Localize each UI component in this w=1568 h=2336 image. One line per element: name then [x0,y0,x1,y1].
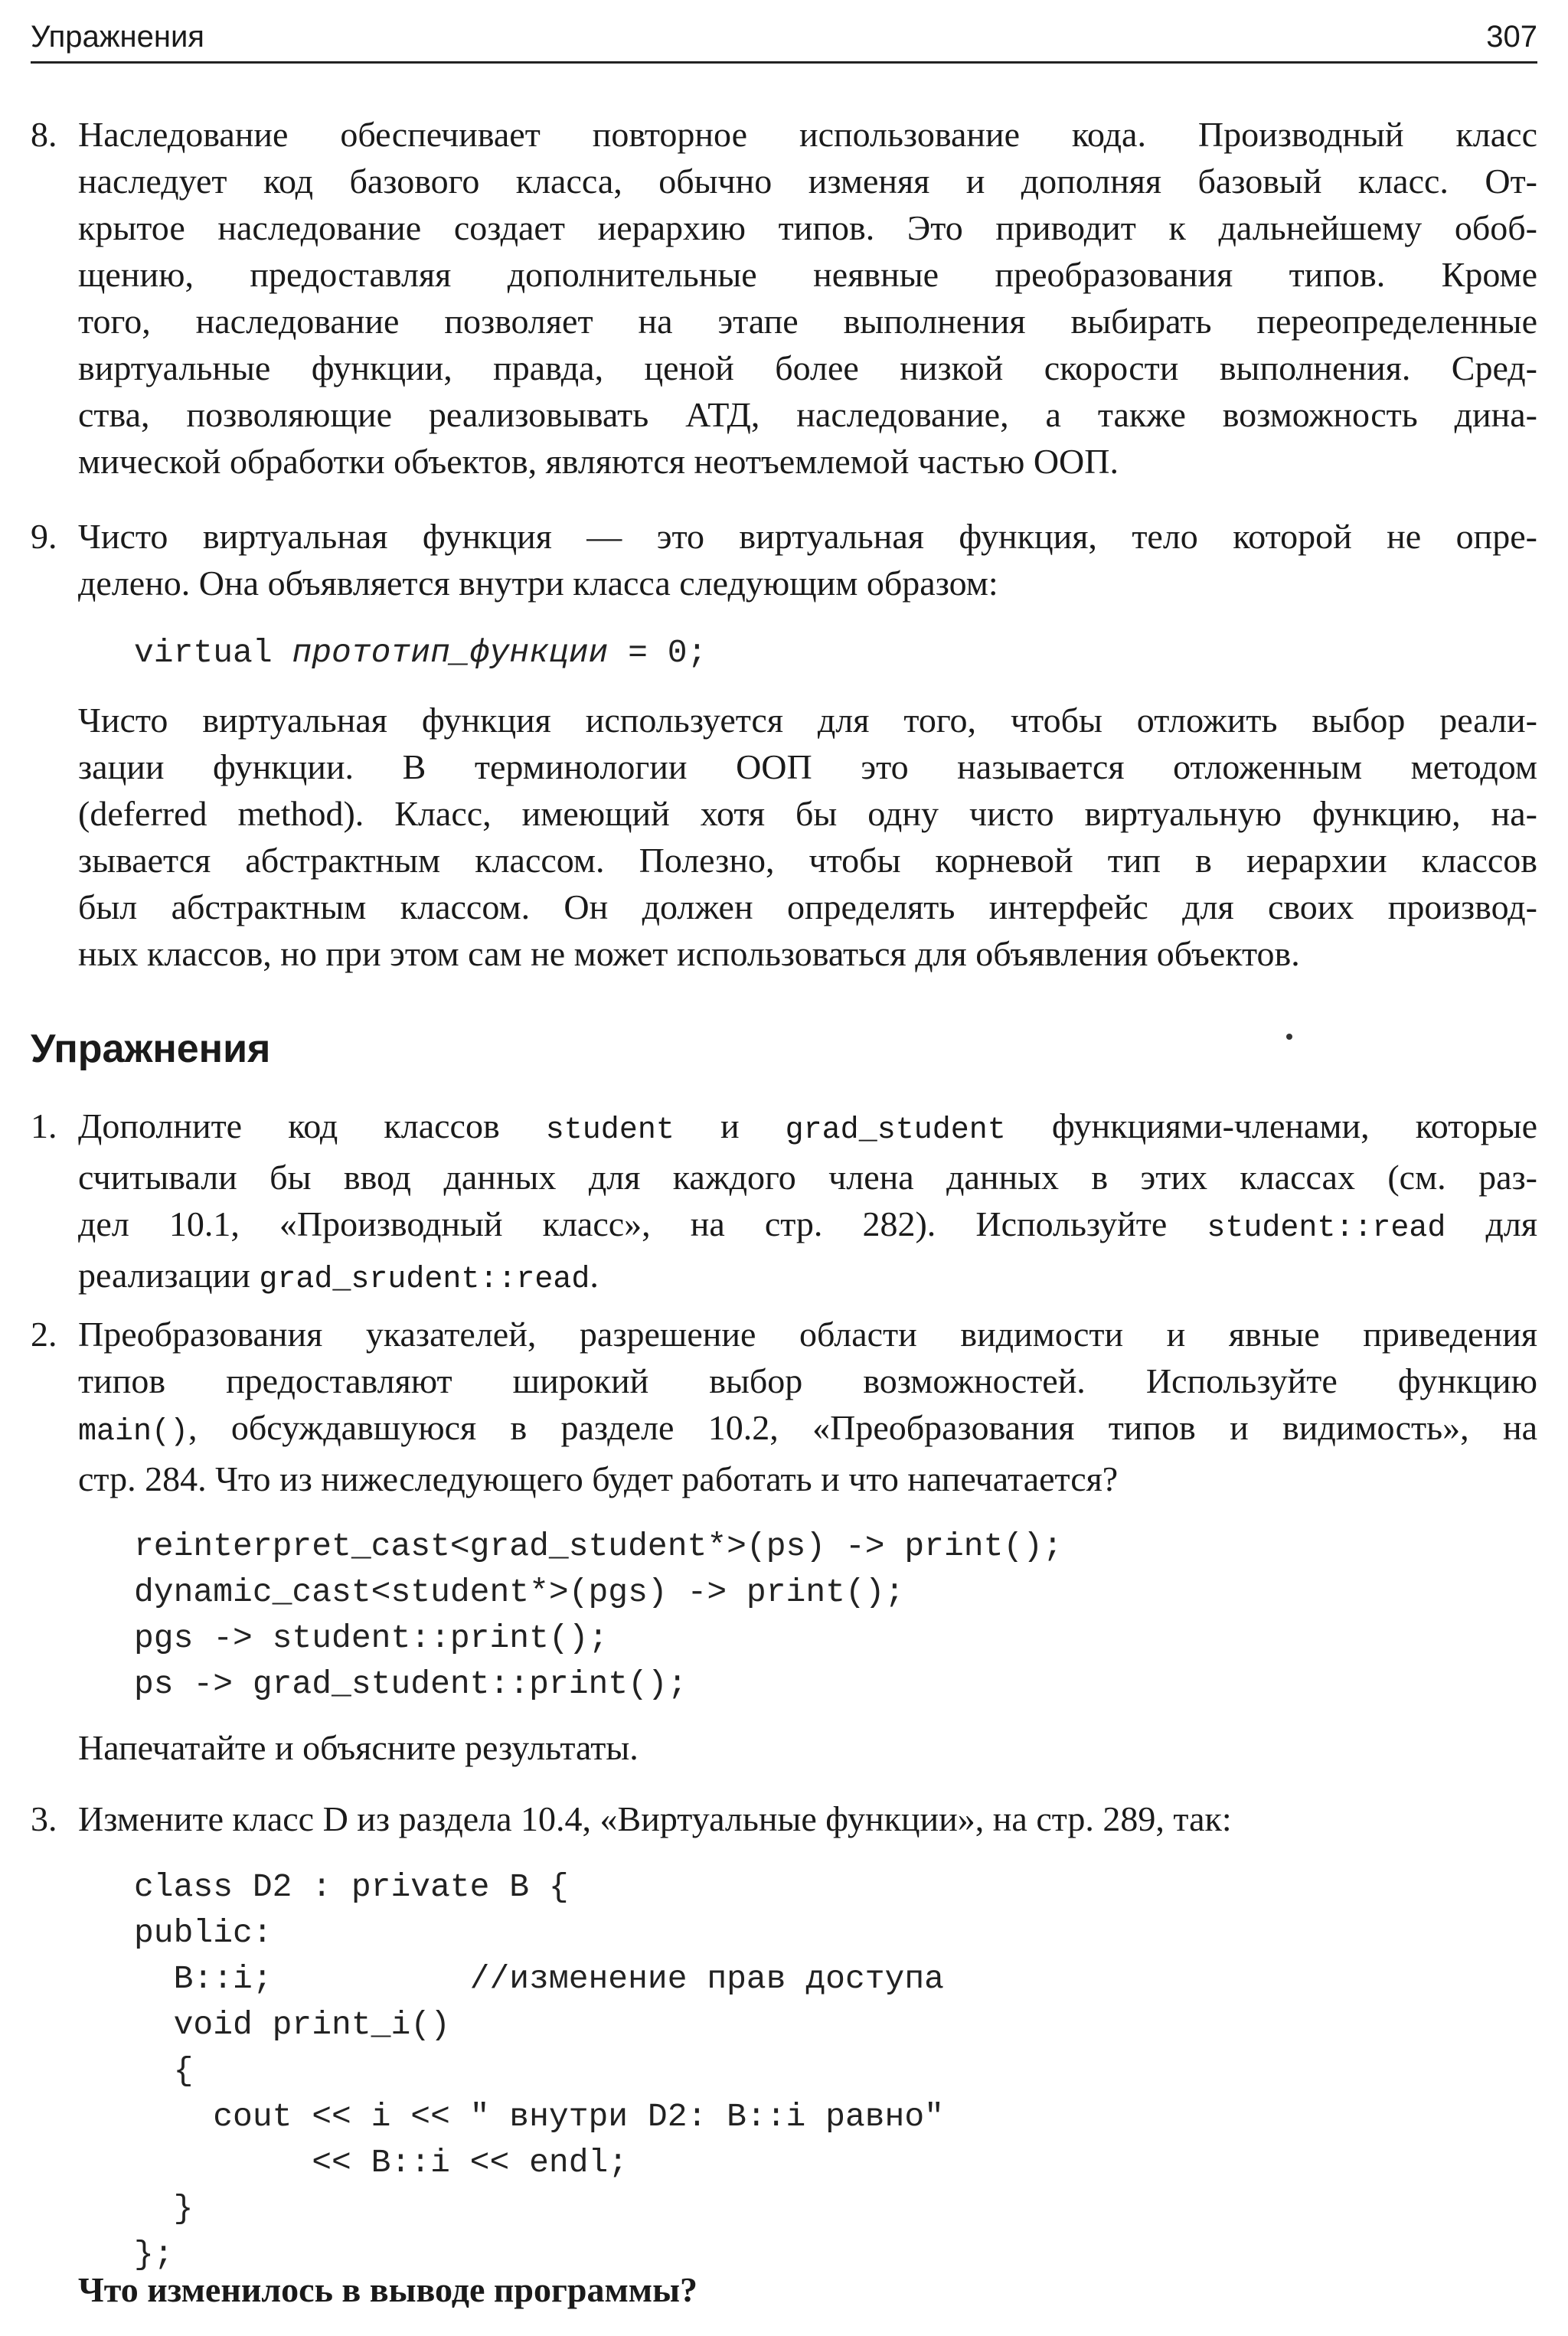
text-line [78,1201,1537,1252]
inline-code: student::read [1207,1211,1446,1246]
code-line: dynamic_cast<student*>(pgs) -> print(); [134,1573,905,1611]
text-line: (deferred method). Класс, имеющий хотя бы одну чисто виртуальную функцию, на- [78,794,1537,833]
exercise-3-text [78,1795,1537,1842]
text-line: считывали бы ввод данных для каждого члена данных в этих классах (см. раз- [78,1158,1537,1197]
exercise-2-text [78,1311,1537,1502]
text-line: делено. Она объявляется внутри класса следующим образом: [78,564,998,603]
text-line: Чисто виртуальная функция — это виртуальная функция, тело которой не опре- [78,517,1537,556]
inline-code: grad_srudent::read [259,1263,590,1297]
text-run: . [590,1256,599,1295]
exercise-1-text [78,1103,1537,1303]
code-placeholder: прототип_функции [292,634,609,671]
item-number: 8. [31,115,57,154]
text-run: , обсуждавшуюся в разделе 10.2, «Преобразования типов и видимость», на [188,1408,1537,1447]
exercise-3-question: Что изменилось в выводе программы? [78,2270,698,2309]
text-line: Преобразования указателей, разрешение области видимости и явные приведения [78,1315,1537,1354]
code-line: B::i; //изменение прав доступа [134,1960,944,1998]
text-line: крытое наследование создает иерархию типов. Это приводит к дальнейшему обоб- [78,208,1537,247]
inline-code: student [545,1113,675,1148]
code-line: class D2 : private B { [134,1868,569,1906]
text-run: функциями-членами, которые [1005,1106,1537,1145]
text-line: наследует код базового класса, обычно изменяя и дополняя базовый класс. От- [78,162,1537,201]
code-line: pgs -> student::print(); [134,1619,609,1657]
code-keyword: virtual [134,634,292,671]
item-9-continued [31,697,1537,977]
exercise-number: 3. [31,1799,57,1838]
item-9 [31,513,1537,606]
item-number: 9. [31,517,57,556]
code-line: << B::i << endl; [134,2144,629,2181]
text-run: реализации [78,1256,260,1295]
exercise-number: 2. [31,1315,57,1354]
code-line: }; [134,2236,174,2273]
text-line: зации функции. В терминологии ООП это называется отложенным методом [78,747,1537,786]
exercise-2-after: Напечатайте и объясните результаты. [78,1728,639,1767]
text-line: типов предоставляют широкий выбор возможностей. Используйте функцию [78,1361,1537,1400]
code-line: public: [134,1914,273,1952]
exercise-1 [31,1103,1537,1303]
code-line: { [134,2052,194,2089]
code-line: ps -> grad_student::print(); [134,1665,688,1703]
page-number: 307 [1486,20,1537,54]
text-line: того, наследование позволяет на этапе выполнения выбирать переопределенные [78,302,1537,341]
text-line: виртуальные функции, правда, ценой более низкой скорости выполнения. Сред- [78,348,1537,387]
code-line: void print_i() [134,2006,450,2044]
code-block-class-d2 [134,1864,944,2278]
text-line: был абстрактным классом. Он должен определять интерфейс для своих производ- [78,887,1537,926]
text-line [78,1252,1537,1303]
section-title: Упражнения [31,1027,271,1071]
item-8 [31,111,1537,485]
code-line: reinterpret_cast<grad_student*>(ps) -> print(); [134,1527,1063,1565]
text-run: дел 10.1, «Производный класс», на стр. 282). Используйте [78,1204,1207,1243]
text-line: Измените класс D из раздела 10.4, «Виртуальные функции», на стр. 289, так: [78,1799,1232,1838]
code-line: } [134,2190,194,2227]
text-line [78,1404,1537,1456]
item-8-text [78,111,1537,485]
text-line: Наследование обеспечивает повторное использование кода. Производный класс [78,115,1537,154]
item-9-text [78,513,1537,606]
text-line: щению, предоставляя дополнительные неявные преобразования типов. Кроме [78,255,1537,294]
text-line: ных классов, но при этом сам не может использоваться для объявления объектов. [78,934,1300,973]
exercise-2 [31,1311,1537,1502]
text-line [78,1103,1537,1154]
text-line: мической обработки объектов, являются неотъемлемой частью ООП. [78,442,1119,481]
inline-code: grad_student [785,1113,1006,1148]
text-run: для [1446,1204,1537,1243]
text-run: Дополните код классов [78,1106,546,1145]
code-block-casts [134,1524,1063,1707]
text-line: ства, позволяющие реализовывать АТД, наследование, а также возможность дина- [78,395,1537,434]
text-line: Чисто виртуальная функция используется для того, чтобы отложить выбор реали- [78,701,1537,740]
exercise-3 [31,1795,1537,1842]
text-line: зывается абстрактным классом. Полезно, чтобы корневой тип в иерархии классов [78,841,1537,880]
print-speck [1286,1034,1292,1040]
code-line: cout << i << " внутри D2: B::i равно" [134,2098,944,2135]
exercise-number: 1. [31,1106,57,1145]
code-rest: = 0; [608,634,707,671]
text-run: и [674,1106,786,1145]
code-pure-virtual [134,630,707,676]
running-header [31,14,1537,64]
inline-code: main() [78,1415,189,1449]
item-9-explanation [78,697,1537,977]
header-title: Упражнения [31,20,204,54]
text-line: стр. 284. Что из нижеследующего будет работать и что напечатается? [78,1459,1119,1498]
